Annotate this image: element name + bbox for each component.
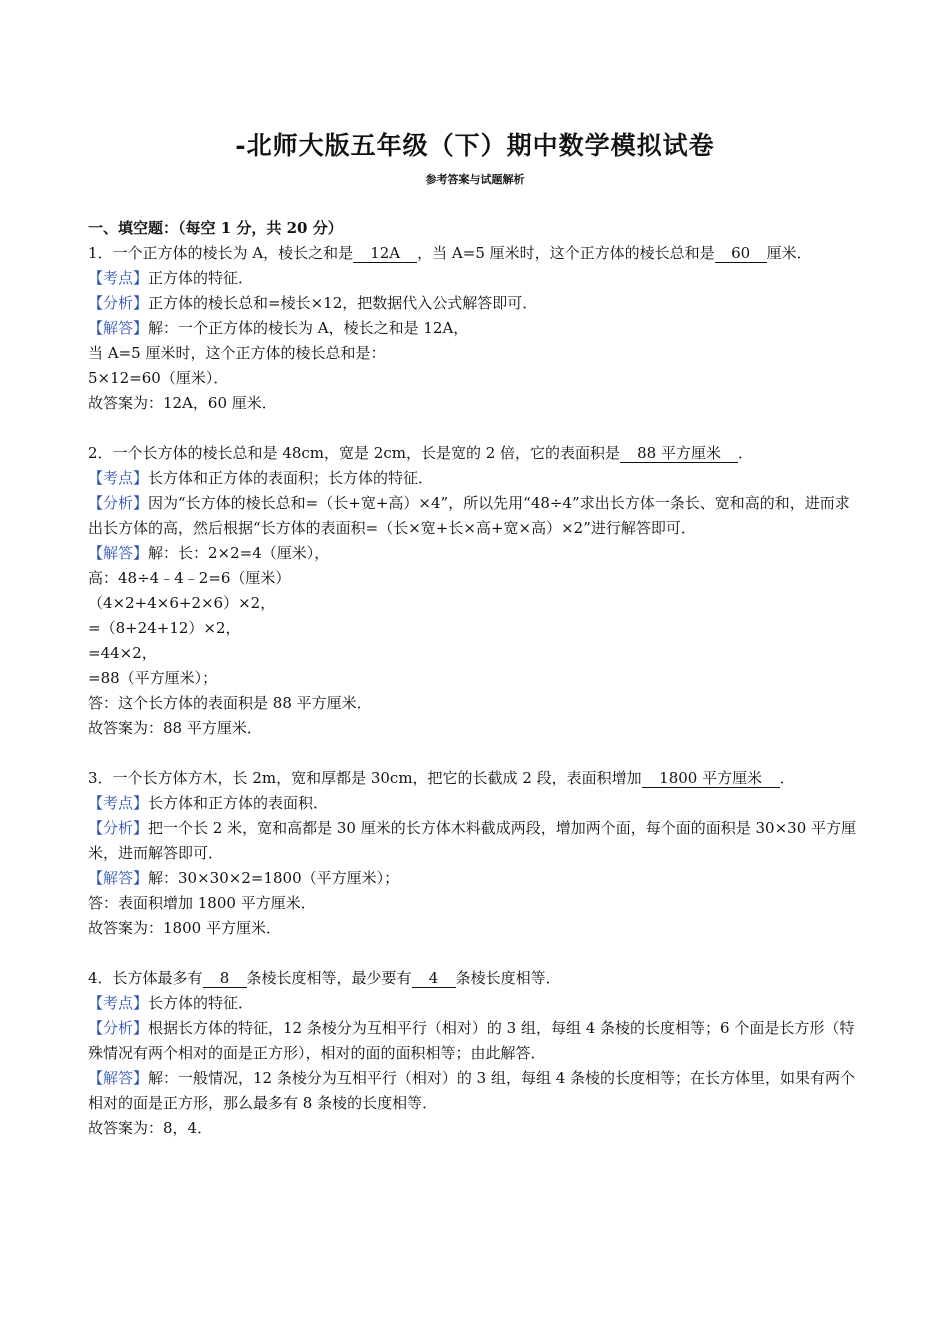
fenxi-label: 【分析】 xyxy=(88,294,149,312)
question-2-jieda: 【解答】解：长：2×2=4（厘米）， xyxy=(88,544,330,562)
solution-line: 答：表面积增加 1800 平方厘米． xyxy=(88,894,316,912)
answer-blank: 4 xyxy=(412,969,456,988)
question-2-stem: 2．一个长方体的棱长总和是 48cm，宽是 2cm，长是宽的 2 倍，它的表面积是 88 平方厘米 ． xyxy=(88,444,754,462)
section-heading: 一、填空题：（每空 1 分，共 20 分） xyxy=(88,219,343,237)
solution-line: =88（平方厘米）； xyxy=(88,669,218,687)
jieda-label: 【解答】 xyxy=(88,319,149,337)
question-4-jieda: 【解答】解：一般情况，12 条棱分为互相平行（相对）的 3 组，每组 4 条棱的长度相等；在长方体里，如果有两个相对的面是正方形，那么最多有 8 条棱的长度相等． xyxy=(88,1069,856,1112)
document-title: -北师大版五年级（下）期中数学模拟试卷 xyxy=(235,131,715,160)
fenxi-label: 【分析】 xyxy=(88,494,149,512)
kaodian-label: 【考点】 xyxy=(88,794,149,812)
question-1-kaodian: 【考点】正方体的特征． xyxy=(88,269,254,287)
question-3-jieda: 【解答】解：30×30×2=1800（平方厘米）； xyxy=(88,869,400,887)
solution-line: 答：这个长方体的表面积是 88 平方厘米． xyxy=(88,694,372,712)
question-1-jieda: 【解答】解：一个正方体的棱长为 A，棱长之和是 12A， xyxy=(88,319,469,337)
question-3-stem: 3．一个长方体方木，长 2m，宽和厚都是 30cm，把它的长截成 2 段，表面积增加 1800 平方厘米 ． xyxy=(88,769,795,787)
jieda-label: 【解答】 xyxy=(88,544,149,562)
fenxi-label: 【分析】 xyxy=(88,1019,149,1037)
solution-line: （4×2+4×6+2×6）×2， xyxy=(88,594,276,612)
document-subtitle: 参考答案与试题解析 xyxy=(425,173,525,186)
question-3-kaodian: 【考点】长方体和正方体的表面积． xyxy=(88,794,329,812)
jieda-label: 【解答】 xyxy=(88,1069,149,1087)
question-1-stem: 1．一个正方体的棱长为 A，棱长之和是 12A ，当 A=5 厘米时，这个正方体的棱长总和是 60 厘米． xyxy=(88,244,812,262)
question-3-fenxi: 【分析】把一个长 2 米，宽和高都是 30 厘米的长方体木料截成两段，增加两个面，每个面的面积是 30×30 平方厘米，进而解答即可． xyxy=(88,819,857,862)
question-4-kaodian: 【考点】长方体的特征． xyxy=(88,994,254,1012)
solution-line: 故答案为：8，4． xyxy=(88,1119,213,1137)
answer-blank: 12A xyxy=(353,244,417,263)
question-4-stem: 4．长方体最多有 8 条棱长度相等，最少要有 4 条棱长度相等． xyxy=(88,969,561,987)
solution-line: 故答案为：12A，60 厘米． xyxy=(88,394,277,412)
document-body xyxy=(88,216,863,1141)
kaodian-label: 【考点】 xyxy=(88,269,149,287)
question-2-kaodian: 【考点】长方体和正方体的表面积；长方体的特征． xyxy=(88,469,434,487)
jieda-label: 【解答】 xyxy=(88,869,149,887)
solution-line: =44×2， xyxy=(88,644,157,662)
solution-line: 高：48÷4﹣4﹣2=6（厘米） xyxy=(88,569,291,587)
solution-line: 故答案为：1800 平方厘米． xyxy=(88,919,281,937)
question-2-fenxi: 【分析】因为“长方体的棱长总和=（长+宽+高）×4”，所以先用“48÷4”求出长方体一条长、宽和高的和，进而求出长方体的高，然后根据“长方体的表面积=（长×宽+长×高+宽×高）×2”进行解答即可． xyxy=(88,494,850,537)
kaodian-label: 【考点】 xyxy=(88,994,149,1012)
solution-line: =（8+24+12）×2， xyxy=(88,619,241,637)
question-1-fenxi: 【分析】正方体的棱长总和=棱长×12，把数据代入公式解答即可． xyxy=(88,294,538,312)
kaodian-label: 【考点】 xyxy=(88,469,149,487)
answer-blank: 60 xyxy=(715,244,767,263)
answer-blank: 1800 平方厘米 xyxy=(642,769,780,788)
solution-line: 当 A=5 厘米时，这个正方体的棱长总和是： xyxy=(88,344,386,362)
solution-line: 故答案为：88 平方厘米． xyxy=(88,719,262,737)
question-4-fenxi: 【分析】根据长方体的特征，12 条棱分为互相平行（相对）的 3 组，每组 4 条棱的长度相等；6 个面是长方形（特殊情况有两个相对的面是正方形），相对的面的面积相等；由此解答． xyxy=(88,1019,855,1062)
solution-line: 5×12=60（厘米）． xyxy=(88,369,229,387)
fenxi-label: 【分析】 xyxy=(88,819,149,837)
answer-blank: 88 平方厘米 xyxy=(620,444,738,463)
answer-blank: 8 xyxy=(203,969,247,988)
